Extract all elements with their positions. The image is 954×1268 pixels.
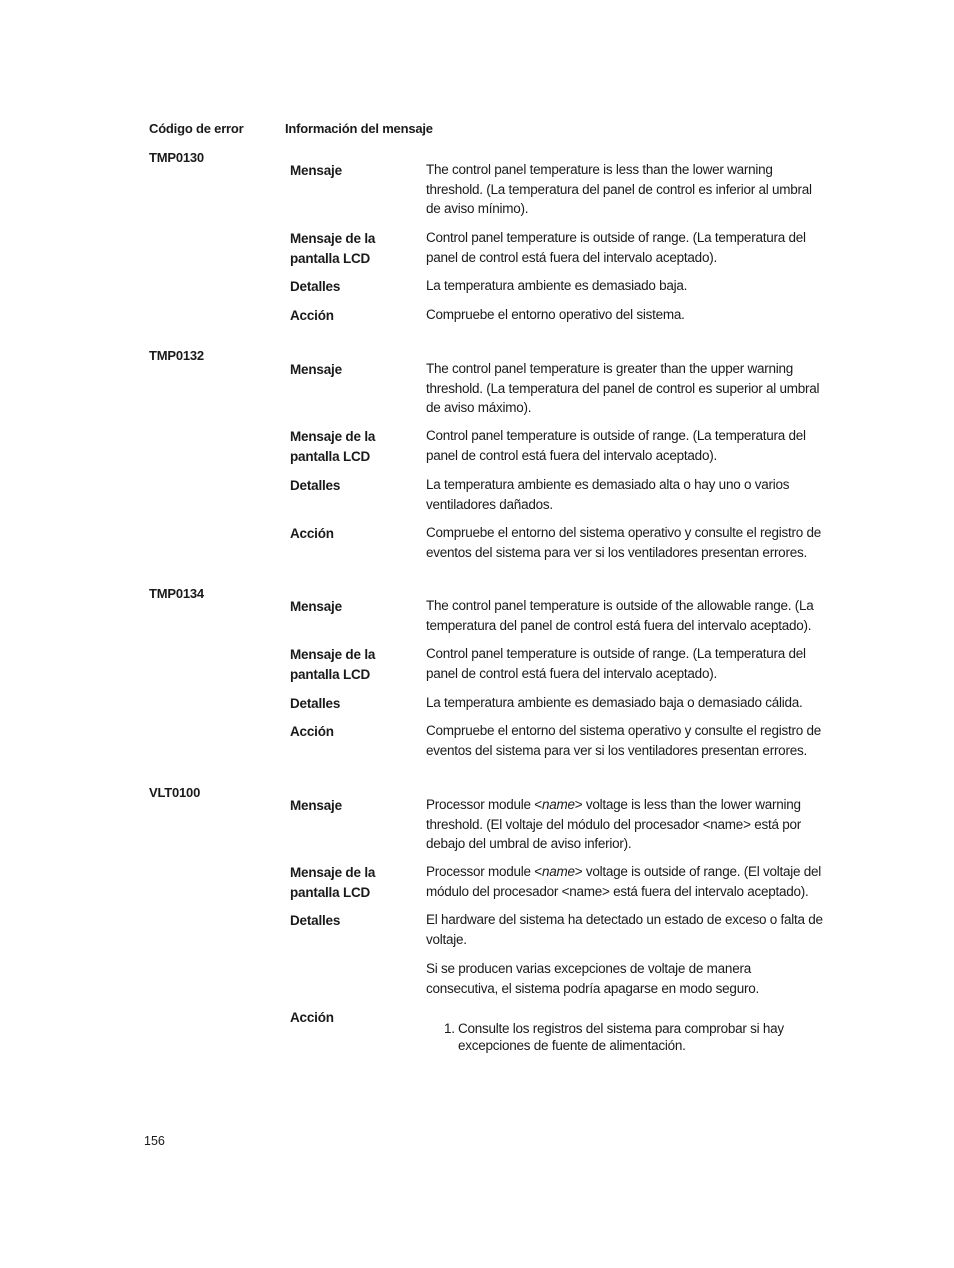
error-code: TMP0132 (149, 348, 204, 363)
label-lcd (290, 645, 410, 684)
list-item-number: 1. (444, 1021, 455, 1036)
value-mensaje (426, 795, 826, 854)
label-lcd-line1: Mensaje de la (290, 231, 376, 246)
label-lcd-line2: pantalla LCD (290, 448, 371, 464)
error-code: VLT0100 (149, 785, 201, 800)
header-message-info: Información del mensaje (285, 121, 433, 136)
label-lcd (290, 229, 410, 268)
label-lcd-line1: Mensaje de la (290, 429, 376, 444)
error-code: TMP0134 (149, 586, 204, 601)
label-detalles: Detalles (290, 913, 341, 928)
value-lcd-name: name (541, 864, 575, 879)
value-mensaje-pre: Processor module < (426, 797, 542, 812)
value-lcd (426, 862, 826, 901)
value-mensaje-post: > voltage is less than the lower warning threshold. (El voltaje del módulo del procesador <name> está por debajo del umbral de aviso inferior). (426, 797, 801, 851)
label-accion: Acción (290, 308, 334, 323)
label-lcd-line2: pantalla LCD (290, 250, 371, 266)
label-detalles: Detalles (290, 696, 341, 711)
label-mensaje: Mensaje (290, 798, 342, 813)
value-mensaje: The control panel temperature is less than the lower warning threshold. (La temperatura del panel de control es inferior al umbral de aviso mínimo). (426, 162, 812, 216)
label-detalles: Detalles (290, 279, 341, 294)
value-mensaje-name: name (541, 797, 575, 812)
label-lcd-line2: pantalla LCD (290, 666, 371, 682)
value-accion: Compruebe el entorno del sistema operativo y consulte el registro de eventos del sistema para ver si los ventiladores presentan errores. (426, 525, 821, 560)
label-accion: Acción (290, 724, 334, 739)
value-detalles: La temperatura ambiente es demasiado alta o hay uno o varios ventiladores dañados. (426, 477, 790, 512)
value-detalles: El hardware del sistema ha detectado un estado de exceso o falta de voltaje. (426, 912, 823, 947)
label-lcd-line1: Mensaje de la (290, 647, 376, 662)
value-lcd: Control panel temperature is outside of range. (La temperatura del panel de control está fuera del intervalo aceptado). (426, 230, 806, 265)
value-accion: Compruebe el entorno del sistema operativo y consulte el registro de eventos del sistema para ver si los ventiladores presentan errores. (426, 723, 821, 758)
value-lcd: Control panel temperature is outside of range. (La temperatura del panel de control está fuera del intervalo aceptado). (426, 428, 806, 463)
error-code: TMP0130 (149, 150, 204, 165)
label-lcd (290, 427, 410, 466)
label-accion: Acción (290, 526, 334, 541)
label-lcd-line2: pantalla LCD (290, 884, 371, 900)
value-detalles: La temperatura ambiente es demasiado baja o demasiado cálida. (426, 695, 803, 710)
list-item-text: Consulte los registros del sistema para comprobar si hay excepciones de fuente de alimentación. (458, 1021, 784, 1053)
label-accion: Acción (290, 1010, 334, 1025)
label-mensaje: Mensaje (290, 163, 342, 178)
value-detalles-extra: Si se producen varias excepciones de voltaje de manera consecutiva, el sistema podría apagarse en modo seguro. (426, 961, 759, 996)
value-mensaje: The control panel temperature is greater than the upper warning threshold. (La temperatura del panel de control es superior al umbral de aviso máximo). (426, 361, 820, 415)
label-lcd-line1: Mensaje de la (290, 865, 376, 880)
value-lcd-pre: Processor module < (426, 864, 542, 879)
value-detalles: La temperatura ambiente es demasiado baja. (426, 278, 688, 293)
header-error-code: Código de error (149, 121, 244, 136)
value-mensaje: The control panel temperature is outside of the allowable range. (La temperatura del panel de control está fuera del intervalo aceptado). (426, 598, 814, 633)
label-mensaje: Mensaje (290, 599, 342, 614)
value-lcd: Control panel temperature is outside of range. (La temperatura del panel de control está fuera del intervalo aceptado). (426, 646, 806, 681)
label-mensaje: Mensaje (290, 362, 342, 377)
page-number: 156 (144, 1134, 165, 1148)
value-accion: Compruebe el entorno operativo del sistema. (426, 307, 685, 322)
value-lcd-post: > voltage is outside of range. (El voltaje del módulo del procesador <name> está fuera del intervalo aceptado). (426, 864, 821, 899)
label-detalles: Detalles (290, 478, 341, 493)
label-lcd (290, 863, 410, 902)
